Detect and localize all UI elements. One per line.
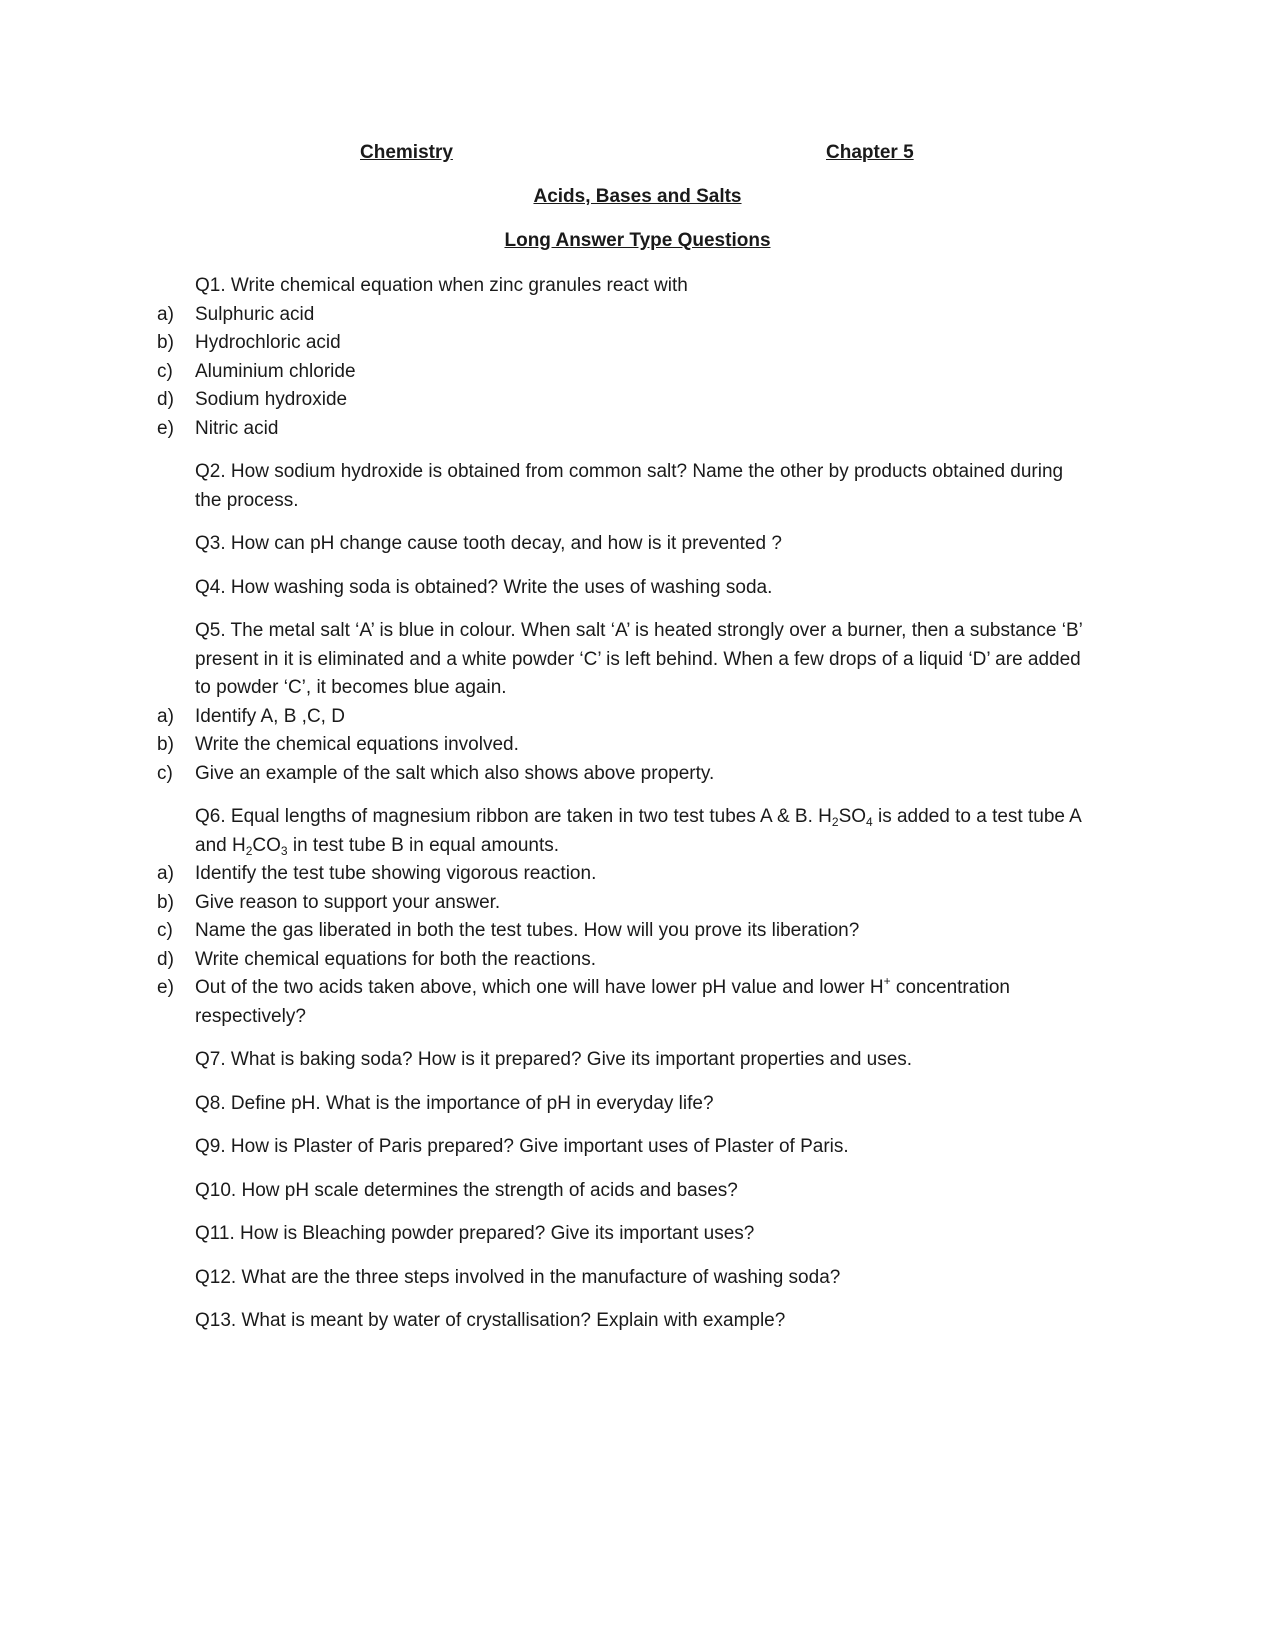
question-text-part: Q6. Equal lengths of magnesium ribbon are taken in two test tubes A & B. H (195, 806, 832, 827)
part-marker: b) (157, 734, 174, 755)
part-text: Write the chemical equations involved. (195, 734, 519, 755)
part-text (195, 974, 1010, 1027)
question-text (195, 803, 1085, 860)
part-marker: c) (157, 762, 173, 784)
question-1-parts (157, 301, 1085, 444)
question-part (157, 386, 1085, 415)
part-marker: b) (157, 332, 174, 353)
question-12 (195, 1264, 1085, 1293)
question-5 (157, 617, 1085, 788)
chapter-number-heading: Chapter 5 (826, 142, 914, 163)
question-4 (195, 574, 1085, 603)
question-5-parts (157, 703, 1085, 789)
question-1 (157, 272, 1085, 443)
part-text-segment: concentration respectively? (195, 977, 1010, 1027)
question-part (157, 760, 1085, 789)
question-text: Q10. How pH scale determines the strength of acids and bases? (195, 1179, 738, 1201)
question-text-part: is added to a test tube A and H (195, 806, 1081, 856)
part-marker: d) (157, 389, 174, 410)
question-part (157, 358, 1085, 387)
question-3 (195, 530, 1085, 559)
part-marker: a) (157, 863, 174, 884)
question-part (157, 703, 1085, 732)
question-text: Q11. How is Bleaching powder prepared? Give its important uses? (195, 1223, 755, 1244)
question-9 (195, 1133, 1085, 1162)
subject-heading: Chemistry (360, 142, 453, 163)
part-text: Sulphuric acid (195, 303, 315, 325)
question-part (157, 917, 1085, 946)
question-part (157, 889, 1085, 918)
question-8 (195, 1090, 1085, 1119)
question-text: Q3. How can pH change cause tooth decay, and how is it prevented ? (195, 533, 782, 554)
part-marker: c) (157, 360, 173, 382)
question-text: Q5. The metal salt ‘A’ is blue in colour. When salt ‘A’ is heated strongly over a burner, then a substance ‘B’ present in it is eliminated and a white powder ‘C’ is left behind. When a few drops of a liquid ‘D’ are added to powder ‘C’, it becomes blue again. (195, 620, 1083, 698)
part-text-segment: Out of the two acids taken above, which one will have lower pH value and lower H (195, 977, 884, 998)
question-part (157, 946, 1085, 975)
part-marker: d) (157, 948, 174, 970)
question-11 (195, 1220, 1085, 1249)
part-text: Write chemical equations for both the reactions. (195, 948, 596, 970)
question-part (157, 329, 1085, 358)
question-13 (195, 1307, 1085, 1336)
question-6-parts (157, 860, 1085, 1031)
part-text: Identify the test tube showing vigorous reaction. (195, 863, 597, 884)
question-6 (157, 803, 1085, 1031)
question-part (157, 860, 1085, 889)
part-marker: b) (157, 891, 174, 913)
question-text: Q9. How is Plaster of Paris prepared? Give important uses of Plaster of Paris. (195, 1136, 849, 1157)
superscript: + (883, 974, 891, 988)
part-text: Sodium hydroxide (195, 389, 348, 410)
part-marker: e) (157, 417, 174, 439)
question-7 (195, 1046, 1085, 1075)
part-marker: a) (157, 303, 174, 325)
question-text: Q12. What are the three steps involved in the manufacture of washing soda? (195, 1266, 841, 1288)
question-part (157, 731, 1085, 760)
part-text: Give reason to support your answer. (195, 891, 501, 913)
question-part (157, 301, 1085, 330)
question-text-part: SO (838, 806, 867, 827)
part-marker: c) (157, 920, 173, 941)
part-text: Nitric acid (195, 417, 279, 439)
question-list (157, 272, 1085, 1351)
part-marker: e) (157, 977, 174, 998)
question-text: Q1. Write chemical equation when zinc granules react with (195, 275, 688, 296)
part-text: Hydrochloric acid (195, 332, 341, 353)
question-text: Q4. How washing soda is obtained? Write the uses of washing soda. (195, 576, 773, 598)
subscript: 3 (280, 843, 288, 858)
part-text: Identify A, B ,C, D (195, 705, 345, 727)
question-text: Q7. What is baking soda? How is it prepared? Give its important properties and uses. (195, 1049, 913, 1070)
question-text: Q2. How sodium hydroxide is obtained from common salt? Name the other by products obtained during the process. (195, 461, 1064, 511)
subscript: 4 (866, 815, 873, 829)
question-text-part: CO (252, 834, 281, 856)
part-marker: a) (157, 705, 174, 727)
question-text: Q8. Define pH. What is the importance of pH in everyday life? (195, 1092, 714, 1114)
section-title: Long Answer Type Questions (504, 230, 771, 251)
part-text: Aluminium chloride (195, 360, 356, 382)
question-part (157, 415, 1085, 444)
question-part (157, 974, 1085, 1031)
subscript: 2 (245, 843, 253, 858)
question-2 (195, 458, 1085, 515)
subscript: 2 (831, 815, 839, 829)
chapter-title: Acids, Bases and Salts (533, 186, 742, 207)
question-text-part: in test tube B in equal amounts. (287, 834, 560, 856)
question-text: Q13. What is meant by water of crystallisation? Explain with example? (195, 1310, 786, 1331)
part-text: Name the gas liberated in both the test tubes. How will you prove its liberation? (195, 920, 860, 941)
part-text: Give an example of the salt which also shows above property. (195, 762, 715, 784)
question-10 (195, 1177, 1085, 1206)
